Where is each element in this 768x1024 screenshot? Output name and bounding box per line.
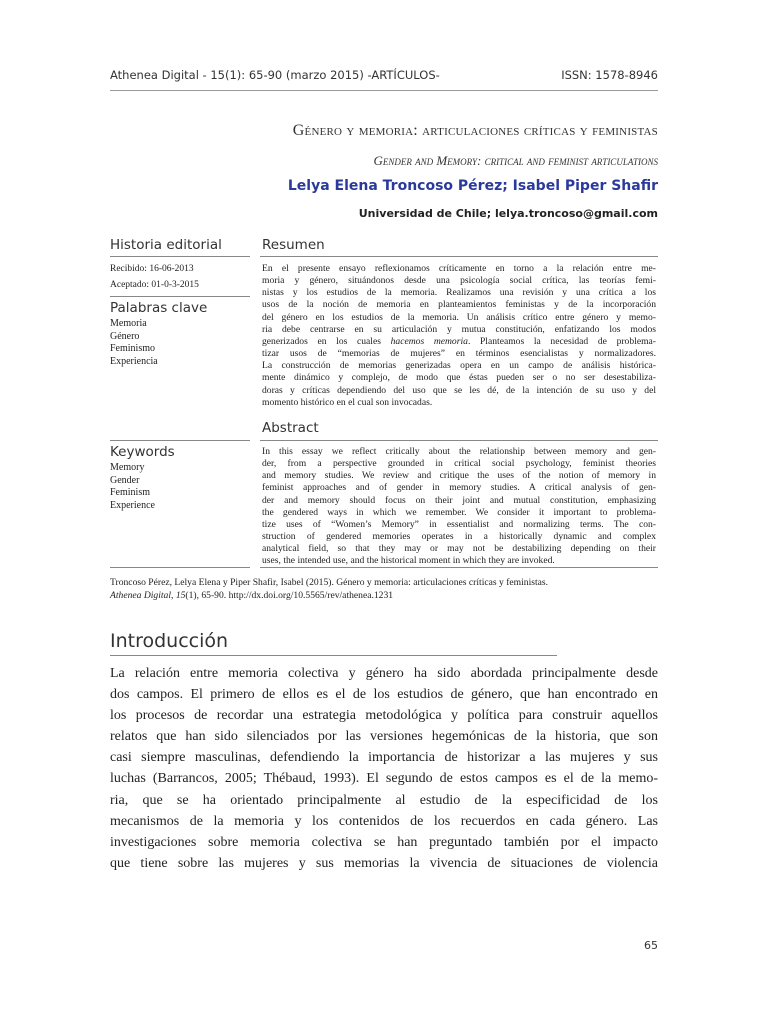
palabras-clave-heading: Palabras clave [110,300,208,316]
title-es: Género y memoria: articulaciones críticas y feministas [292,122,658,139]
resumen-heading: Resumen [262,237,325,253]
intro-heading: Introducción [110,630,229,652]
palabras-rule [110,296,250,297]
abstract-heading: Abstract [262,420,319,436]
list-item: Género [110,330,140,342]
keywords-heading: Keywords [110,444,175,460]
citation-line-2 [110,589,658,602]
text-line: luchas (Barrancos, 2005; Thébaud, 1993). El segundo de estos campos es el de la memo- [110,771,658,787]
intro-rule [110,655,557,656]
recibido-date: Recibido: 16-06-2013 [110,264,194,274]
list-item: Feminismo [110,343,156,354]
text-line: La construcción de memorias generizadas opera en un campo de análisis histórica- [262,360,656,372]
keywords-rule [110,440,250,441]
citation-doi-link[interactable]: (1), 65-90. http://dx.doi.org/10.5565/rev/athenea.1231 [185,590,394,601]
text-line: uses, the intended use, and the historical moment in which they are invoked. [262,555,555,567]
text-line: mecanismos de la memoria y los contenidos de los recuerdos en cada género. Las [110,813,658,829]
journal-volume: 15 [175,590,186,601]
text-line: mente dinámico y complejo, de modo que éstas pueden ser o no ser desestabiliza- [262,372,656,384]
text-line: doras y críticas dependiendo del uso que se les dé, de la intención de su uso y del [262,384,656,396]
page-number: 65 [644,939,658,952]
palabras-clave-list [110,318,158,368]
historia-editorial-heading: Historia editorial [110,237,222,253]
text-line: moria y género, situándonos desde una psicología social crítica, las teorías femi- [262,275,656,287]
list-item: Gender [110,474,140,486]
text-line: analytical field, so that they may or may not be destabilizing depending on their [262,543,656,555]
text-line: investigaciones sobre memoria colectiva se han preguntado también por el impacto [110,834,658,850]
text-line: nistas y los estudios de la memoria. Realizamos una revisión y una crítica a los [262,287,656,299]
authors: Lelya Elena Troncoso Pérez; Isabel Piper Shafir [287,178,658,194]
text-line: der, from a perspective grounded in critical social psychology, feminist theories [262,458,656,470]
list-item: Experiencia [110,355,158,367]
resumen-text [262,263,656,409]
emphasis-text: hacemos memoria [390,335,468,347]
text-segment: generizados en los cuales [262,335,391,347]
text-line: relatos que han sido silenciados por las versiones hegemónicas de la historia, que son [110,729,658,745]
text-line: En el presente ensayo reflexionamos críticamente en torno a la relación entre me- [262,263,656,274]
text-line: and memory studies. We review and critique the uses of the notion of memory in [262,470,656,482]
list-item: Memory [110,462,145,473]
text-line: que tiene sobre las mujeres y sus memorias la vivencia de situaciones de violencia [110,855,658,871]
historia-rule [110,256,250,257]
text-line: usos de la noción de memoria en planteamientos feministas y de la incorporación [262,299,656,311]
list-item: Memoria [110,318,147,329]
text-line: La relación entre memoria colectiva y género ha sido abordada principalmente desde [110,666,658,681]
citation-line-1: Troncoso Pérez, Lelya Elena y Piper Shafir, Isabel (2015). Género y memoria: articulaciones críticas y feministas. [110,577,549,588]
text-line: feminist approaches and of gender in memory studies. A critical analysis of gen- [262,482,656,494]
affiliation: Universidad de Chile; lelya.troncoso@gmail.com [358,207,658,220]
citation-separator: , [171,590,176,601]
right-bottom-rule [260,567,658,568]
citation [110,576,658,602]
text-line: tizar usos de “memorias de mujeres” en términos esencialistas y normalizadores. [262,348,656,360]
text-line [262,336,656,348]
text-segment: . Planteamos la necesidad de problema- [467,335,656,347]
header-rule [110,90,658,91]
text-line: momento histórico en el cual son invocadas. [262,396,433,408]
abstract-rule [260,440,658,441]
text-line: los procesos de recordar una estrategia metodológica y política para construir aquellos [110,708,658,724]
text-line: the gendered ways in which we remember. We consider it important to problema- [262,506,656,518]
journal-name: Athenea Digital [110,590,172,601]
text-line: casi siempre masculinas, defendiendo la importancia de historizar a las mujeres y sus [110,750,658,766]
list-item: Experience [110,499,155,511]
intro-text [110,663,658,874]
text-line: tize uses of “Women’s Memory” in essentialist and normalizing terms. The con- [262,518,656,530]
issn: ISSN: 1578-8946 [561,68,658,82]
resumen-rule [260,256,658,257]
keywords-list [110,462,155,512]
running-header: Athenea Digital - 15(1): 65-90 (marzo 2015) -ARTÍCULOS- [110,68,440,82]
text-line: ria, que se ha orientado principalmente al estudio de la especificidad de los [110,792,658,808]
text-line: del género en los estudios de la memoria. Un análisis crítico entre género y memo- [262,311,656,323]
text-line: struction of gendered memories operates in a historically dynamic and complex [262,531,656,543]
aceptado-date: Aceptado: 01-0-3-2015 [110,280,199,290]
abstract-text [262,446,656,568]
text-line: der and memory should focus on their joint and mutual constitution, emphasizing [262,494,656,506]
list-item: Feminism [110,487,151,498]
text-line: dos campos. El primero de ellos es el de los estudios de género, que han encontrado en [110,687,658,703]
text-line: ria debe centrarse en su articulación y mutua constitución, enfatizando los modos [262,323,656,335]
left-bottom-rule [110,567,250,568]
title-en: Gender and Memory: critical and feminist articulations [373,153,658,168]
text-line: In this essay we reflect critically about the relationship between memory and gen- [262,446,656,457]
